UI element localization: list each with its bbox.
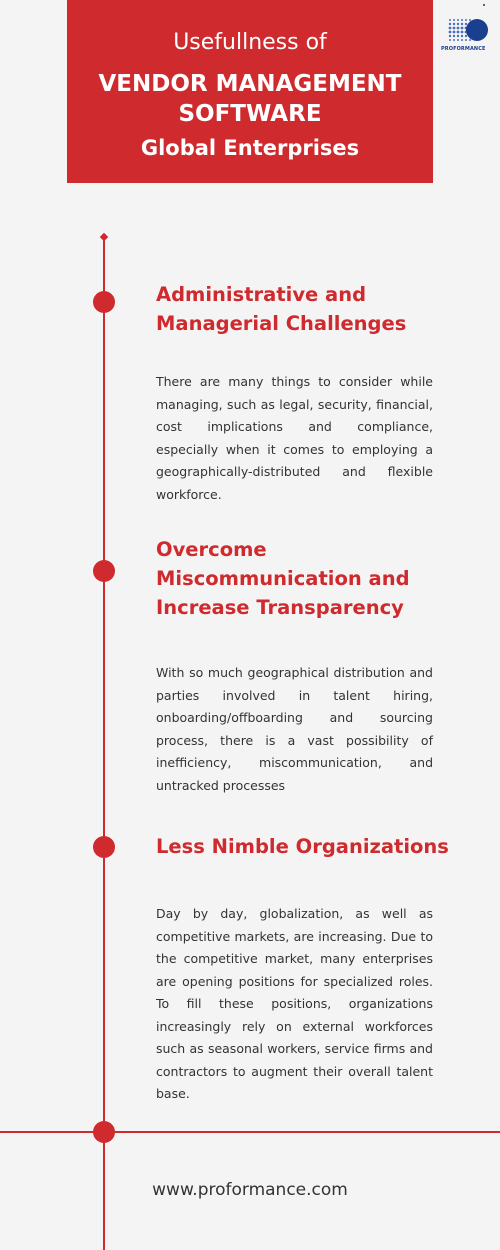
header-title [67, 69, 433, 129]
timeline-dot-2 [93, 560, 115, 582]
timeline-dot-end [93, 1121, 115, 1143]
logo-text: PROFORMANCE [441, 46, 486, 52]
section-title-administrative: Administrative and Managerial Challenges [156, 283, 407, 335]
small-dot-icon [483, 4, 485, 6]
timeline-dot-1 [93, 291, 115, 313]
header-banner [67, 0, 433, 183]
header-title-text: VENDOR MANAGEMENT SOFTWARE [98, 71, 402, 127]
header-line-3: Global Enterprises [140, 136, 360, 160]
footer-divider [0, 1131, 500, 1133]
website-link[interactable]: www.proformance.com [152, 1180, 348, 1200]
header-line-1: Usefullness of [173, 30, 327, 55]
timeline-dot-3 [93, 836, 115, 858]
section-body-nimble: Day by day, globalization, as well as competitive markets, are increasing. Due to the competitive market, many enterprises are opening positions for specialized roles. To fill these positions, organizations increasingly rely on external workforces such as seasonal workers, service firms and contractors to augment their overall talent base. [156, 906, 433, 1101]
timeline-line [103, 238, 105, 1250]
section-title-miscommunication: Overcome Miscommunication and Increase Transparency [156, 538, 410, 619]
section-body-administrative: There are many things to consider while managing, such as legal, security, financial, cost implications and compliance, especially when it comes to employing a geographically-distributed and flexible workforce. [156, 374, 433, 502]
section-body-miscommunication: With so much geographical distribution and parties involved in talent hiring, onboarding/offboarding and sourcing process, there is a vast possibility of inefficiency, miscommunication, and untracked processes [156, 665, 433, 793]
section-title-nimble: Less Nimble Organizations [156, 835, 449, 858]
